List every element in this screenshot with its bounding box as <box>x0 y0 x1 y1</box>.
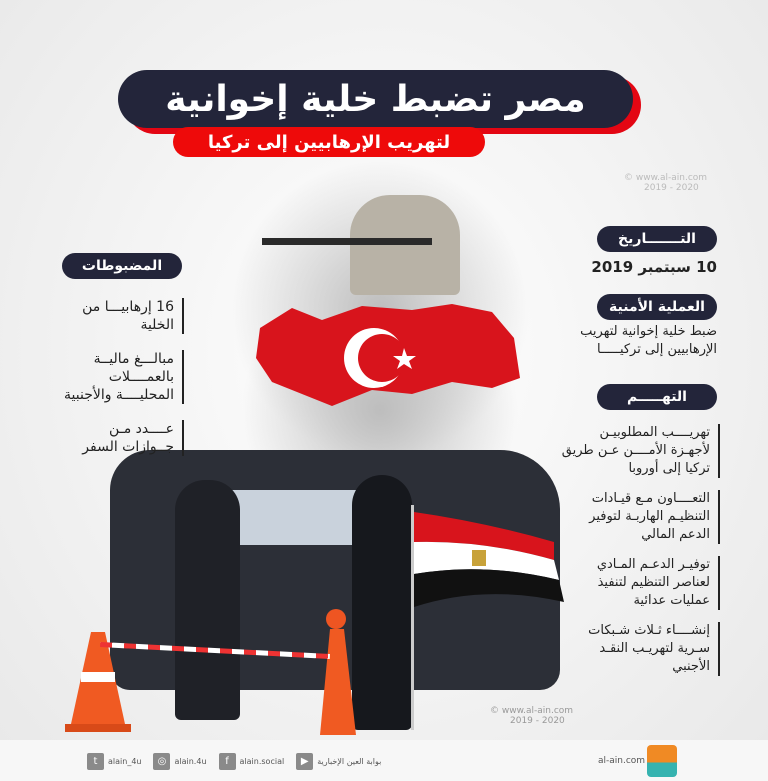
turkey-map-flag <box>252 298 522 410</box>
youtube-icon: ▶ <box>296 753 313 770</box>
al-ain-logo <box>647 745 677 777</box>
page-title: مصر تضبط خلية إخوانية <box>118 70 633 128</box>
charge-item: التعــــاون مـع قيـادات التنظيـم الهاربـة لتوفير الدعم المالي <box>560 490 720 544</box>
seized-list <box>62 298 184 456</box>
watermark: © www.al-ain.com 2019 - 2020 <box>624 173 708 193</box>
twitter-icon: t <box>87 753 104 770</box>
date-label: التـــــــاريخ <box>597 226 717 252</box>
charges-label: التهـــــم <box>597 384 717 410</box>
gunman-figure <box>350 195 460 295</box>
footer <box>0 740 768 781</box>
operation-value: ضبط خلية إخوانية لتهريب الإرهابيين إلى تركيـــــا <box>580 324 717 357</box>
social-links <box>87 753 381 770</box>
date-value: 10 سبتمبر 2019 <box>591 258 717 276</box>
traffic-cone-right <box>318 605 358 735</box>
instagram-link[interactable]: ◎ alain.4u <box>153 753 206 770</box>
facebook-icon: f <box>219 753 236 770</box>
charge-item: إنشــــاء ثـلاث شـبكات سـرية لتهريـب النقـد الأجنبي <box>560 622 720 676</box>
instagram-icon: ◎ <box>153 753 170 770</box>
charges-list <box>560 424 720 676</box>
charge-item: تهريــــب المطلوبيـن لأجهـزة الأمــــن عـن طريق تركيا إلى أوروبا <box>560 424 720 478</box>
rifle <box>262 238 432 245</box>
operation-label: العملية الأمنية <box>597 294 717 320</box>
page-subtitle: لتهريب الإرهابيين إلى تركيا <box>173 127 485 157</box>
facebook-link[interactable]: f alain.social <box>219 753 285 770</box>
title-banner <box>118 70 633 128</box>
site-link[interactable]: al-ain.com <box>598 756 646 766</box>
soldier-left <box>175 480 240 720</box>
seized-item: مبالـــغ ماليــة بالعمــــلات المحليــــة والأجنبية <box>62 350 184 404</box>
youtube-link[interactable]: ▶ بوابة العين الإخبارية <box>296 753 381 770</box>
seized-item: عــــدد مـن جــوازات السفر <box>62 420 184 456</box>
seized-label: المضبوطات <box>62 253 182 279</box>
charge-item: توفيـر الدعـم المـادي لعناصر التنظيم لتنفيذ عمليات عدائية <box>560 556 720 610</box>
soldier-right <box>352 475 412 730</box>
watermark-bottom: © www.al-ain.com 2019 - 2020 <box>490 706 574 726</box>
seized-item: 16 إرهابيـــا من الخلية <box>62 298 184 334</box>
egypt-flag <box>414 512 564 607</box>
twitter-link[interactable]: t alain_4u <box>87 753 141 770</box>
